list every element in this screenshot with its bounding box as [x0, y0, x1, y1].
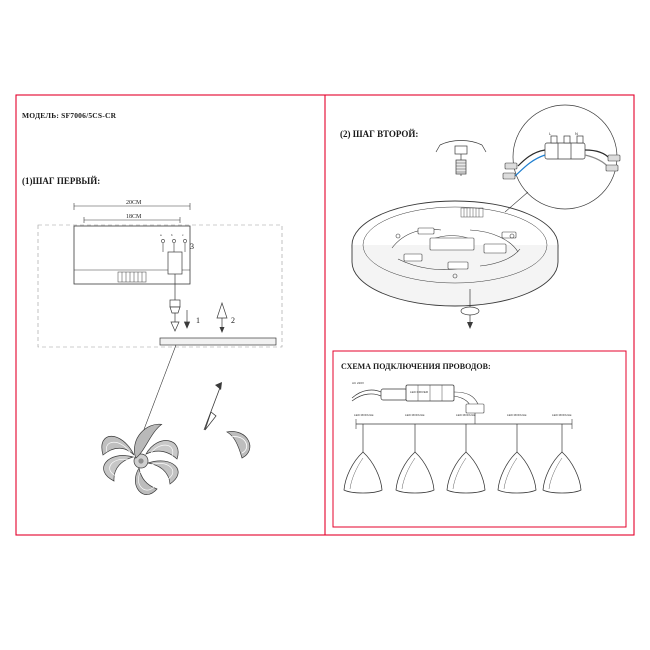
screw-mark-a: a: [160, 233, 162, 237]
callout-3: 3: [190, 242, 194, 251]
leaf-element-icon: [217, 303, 227, 333]
wiring-diagram: [344, 385, 581, 493]
lamp-label-5: LED MODULE: [552, 413, 572, 417]
install-direction-arrow: [204, 382, 222, 430]
input-label: AC 220V: [352, 381, 365, 385]
lamp-label-1: LED MODULE: [354, 413, 374, 417]
power-plug: [381, 389, 407, 400]
lamp-label-2: LED MODULE: [405, 413, 425, 417]
detached-petal: [227, 432, 250, 458]
callout-1: 1: [196, 316, 200, 325]
lamp-label-3: LED MODULE: [456, 413, 476, 417]
step1-title: (1)ШАГ ПЕРВЫЙ:: [22, 176, 101, 186]
dimension-top-label: 20CM: [126, 200, 142, 206]
callout-2: 2: [231, 316, 235, 325]
terminal-label-l: L: [549, 131, 552, 136]
dimension-bottom-label: 18CM: [126, 214, 142, 220]
terminal-connector: [466, 404, 484, 413]
mounting-bracket: [436, 141, 486, 177]
support-bar: [160, 338, 276, 345]
model-label: МОДЕЛЬ: SF7006/5CS-CR: [22, 111, 117, 120]
terminal-label-n: N: [575, 131, 578, 136]
screw-mark-c: c: [182, 233, 184, 237]
step2-title: (2) ШАГ ВТОРОЙ:: [340, 129, 419, 139]
wiring-title: СХЕМА ПОДКЛЮЧЕНИЯ ПРОВОДОВ:: [341, 362, 491, 371]
screw-mark-b: b: [171, 233, 173, 237]
driver-label: LED DRIVER: [410, 390, 429, 394]
ceiling-plate-perspective: [352, 201, 558, 329]
lamp-shades: [344, 452, 581, 493]
terminal-detail-callout: [503, 105, 620, 212]
central-rod-assembly: [168, 252, 182, 331]
assembly-arrow-1: [184, 310, 189, 328]
dimension-lines: [74, 203, 190, 223]
wiring-panel-frame: [333, 351, 626, 527]
lamp-product-drawing: [102, 417, 250, 494]
lamp-label-4: LED MODULE: [507, 413, 527, 417]
